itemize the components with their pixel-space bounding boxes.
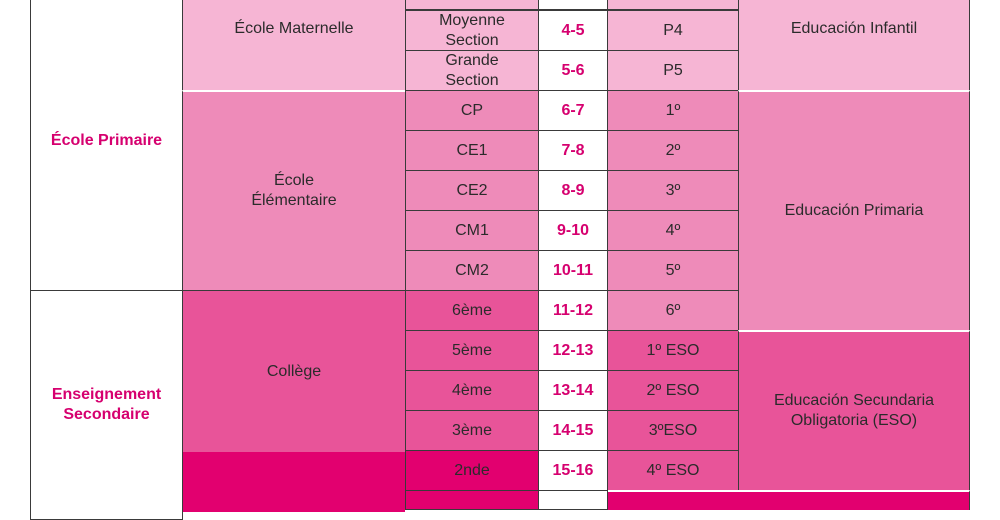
spanish-grade-label: 1º — [665, 101, 681, 119]
spanish-grade-cell — [607, 250, 739, 291]
spanish-grade-label: 3º — [665, 181, 681, 199]
stage-label-infantil: Educación Infantil — [790, 20, 918, 37]
age-range-label: 6-7 — [561, 101, 585, 119]
stage-primaria — [738, 90, 970, 330]
french-class-cell — [405, 170, 539, 211]
age-cell-top — [538, 0, 608, 10]
french-class-label: Moyenne Section — [439, 11, 505, 49]
spanish-grade-label: 6º — [665, 301, 681, 319]
age-range-label: 8-9 — [561, 181, 585, 199]
age-range-label: 15-16 — [552, 461, 594, 479]
spanish-grade-cell — [607, 50, 739, 91]
age-cell-bottom — [538, 490, 608, 510]
age-range-label: 5-6 — [561, 61, 585, 79]
french-class-cell-bottom — [405, 490, 539, 510]
spanish-grade-label: 1º ESO — [646, 341, 700, 359]
stage-label-eso: Educación Secundaria Obligatoria (ESO) — [773, 392, 935, 429]
age-range-label: 4-5 — [561, 21, 585, 39]
level-cell-secondaire — [30, 290, 183, 520]
french-class-label: 2nde — [454, 461, 490, 479]
stage-bachillerato — [608, 490, 970, 510]
cycle-maternelle — [182, 0, 405, 90]
spanish-grade-cell — [607, 330, 739, 371]
stage-infantil — [738, 0, 970, 90]
french-class-label: Grande Section — [445, 51, 499, 89]
french-class-cell — [405, 250, 539, 291]
age-cell — [538, 130, 608, 171]
french-class-cell — [405, 130, 539, 171]
french-class-cell — [405, 450, 539, 491]
spanish-grade-label: P5 — [663, 61, 683, 79]
level-label-primaire: École Primaire — [50, 131, 163, 149]
age-range-label: 9-10 — [556, 221, 590, 239]
french-class-label: CE2 — [456, 181, 488, 199]
age-range-label: 7-8 — [561, 141, 585, 159]
spanish-grade-cell — [607, 450, 739, 491]
spanish-grade-label: P4 — [663, 21, 683, 39]
age-cell — [538, 250, 608, 291]
spanish-grade-label: 2º — [665, 141, 681, 159]
french-class-label: CP — [460, 101, 484, 119]
age-range-label: 10-11 — [552, 261, 594, 279]
age-cell — [538, 90, 608, 131]
age-range-label: 11-12 — [552, 301, 594, 319]
age-range-label: 14-15 — [552, 421, 594, 439]
cycle-elementaire — [182, 90, 405, 290]
french-class-label: 5ème — [451, 341, 493, 359]
french-class-label: 4ème — [451, 381, 493, 399]
french-class-label: CM2 — [455, 261, 489, 279]
cycle-label-maternelle: École Maternelle — [234, 20, 354, 37]
age-cell — [538, 210, 608, 251]
stage-eso — [738, 330, 970, 490]
french-class-cell — [405, 290, 539, 331]
stage-label-primaria: Educación Primaria — [784, 202, 924, 219]
spanish-grade-cell — [607, 90, 739, 131]
spanish-grade-cell — [607, 410, 739, 451]
french-class-label: 6ème — [451, 301, 493, 319]
spanish-grade-label: 2º ESO — [646, 381, 700, 399]
spanish-grade-label: 4º ESO — [646, 461, 700, 479]
age-cell — [538, 50, 608, 91]
french-class-cell — [405, 90, 539, 131]
spanish-grade-cell — [607, 170, 739, 211]
spanish-grade-cell — [607, 130, 739, 171]
cycle-label-college: Collège — [266, 362, 322, 380]
spanish-grade-cell — [607, 210, 739, 251]
age-cell — [538, 330, 608, 371]
spanish-grade-cell — [607, 370, 739, 411]
age-cell — [538, 170, 608, 211]
level-label-secondaire: Enseignement Secondaire — [51, 386, 162, 423]
age-cell — [538, 410, 608, 451]
spanish-grade-label: 4º — [665, 221, 681, 239]
age-range-label: 12-13 — [552, 341, 594, 359]
french-class-cell — [405, 410, 539, 451]
cycle-label-elementaire: École Élémentaire — [251, 172, 337, 209]
spanish-grade-label: 3ºESO — [648, 421, 698, 439]
french-class-cell — [405, 50, 539, 91]
age-cell — [538, 290, 608, 331]
age-cell — [538, 10, 608, 51]
age-range-label: 13-14 — [552, 381, 594, 399]
spanish-grade-label: 5º — [665, 261, 681, 279]
french-class-label: CE1 — [456, 141, 488, 159]
spanish-grade-cell — [607, 290, 739, 331]
french-class-cell-top — [405, 0, 539, 10]
french-class-label: 3ème — [451, 421, 493, 439]
french-class-cell — [405, 210, 539, 251]
age-cell — [538, 450, 608, 491]
french-class-cell — [405, 370, 539, 411]
french-class-label: CM1 — [455, 221, 489, 239]
spanish-grade-cell — [607, 10, 739, 51]
age-cell — [538, 370, 608, 411]
cycle-lycee — [182, 452, 405, 512]
french-class-cell — [405, 330, 539, 371]
level-cell-primaire — [30, 0, 183, 291]
spanish-grade-cell-top — [607, 0, 739, 10]
cycle-college — [182, 290, 405, 452]
french-class-cell — [405, 10, 539, 51]
